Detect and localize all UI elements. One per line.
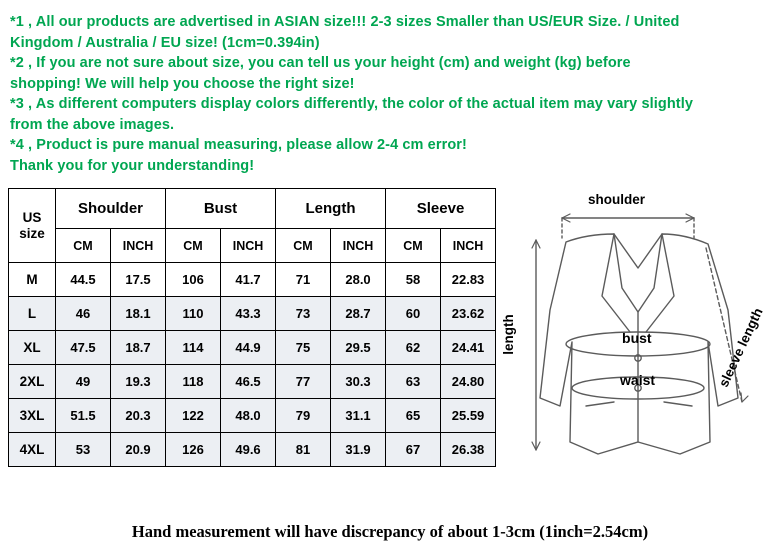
table-cell: 48.0	[221, 399, 276, 433]
table-cell: 20.3	[111, 399, 166, 433]
unit-cell: CM	[276, 229, 331, 263]
diagram-label-bust: bust	[622, 330, 652, 346]
table-cell: 18.7	[111, 331, 166, 365]
table-cell: 26.38	[441, 433, 496, 467]
table-row	[9, 263, 496, 297]
table-cell: 46.5	[221, 365, 276, 399]
row-size-label: 4XL	[9, 433, 56, 467]
table-cell: 67	[386, 433, 441, 467]
table-cell: 44.5	[56, 263, 111, 297]
table-cell: 65	[386, 399, 441, 433]
table-cell: 63	[386, 365, 441, 399]
table-cell: 20.9	[111, 433, 166, 467]
measurement-diagram	[502, 192, 774, 482]
row-size-label: M	[9, 263, 56, 297]
diagram-label-waist: waist	[620, 372, 656, 388]
row-size-label: 2XL	[9, 365, 56, 399]
table-cell: 30.3	[331, 365, 386, 399]
note-line: *2 , If you are not sure about size, you can tell us your height (cm) and weight (kg) before	[10, 55, 631, 71]
table-cell: 31.1	[331, 399, 386, 433]
table-cell: 31.9	[331, 433, 386, 467]
table-cell: 75	[276, 331, 331, 365]
diagram-label-shoulder: shoulder	[588, 192, 646, 207]
table-cell: 77	[276, 365, 331, 399]
table-cell: 126	[166, 433, 221, 467]
table-cell: 41.7	[221, 263, 276, 297]
table-cell: 71	[276, 263, 331, 297]
table-cell: 79	[276, 399, 331, 433]
table-cell: 114	[166, 331, 221, 365]
notes-block	[0, 0, 780, 182]
note-line: Kingdom / Australia / EU size! (1cm=0.394in)	[10, 34, 320, 51]
chart-and-diagram	[0, 188, 780, 482]
table-cell: 28.0	[331, 263, 386, 297]
diagram-label-length: length	[500, 314, 516, 355]
table-cell: 18.1	[111, 297, 166, 331]
table-header-row	[9, 189, 496, 229]
table-cell: 46	[56, 297, 111, 331]
size-table	[8, 188, 496, 467]
table-cell: 25.59	[441, 399, 496, 433]
table-cell: 23.62	[441, 297, 496, 331]
note-line: *4 , Product is pure manual measuring, please allow 2-4 cm error!	[10, 137, 467, 153]
table-cell: 44.9	[221, 331, 276, 365]
table-cell: 43.3	[221, 297, 276, 331]
table-row	[9, 297, 496, 331]
unit-cell: INCH	[331, 229, 386, 263]
table-cell: 47.5	[56, 331, 111, 365]
unit-cell: INCH	[221, 229, 276, 263]
table-cell: 29.5	[331, 331, 386, 365]
table-cell: 24.41	[441, 331, 496, 365]
table-cell: 49	[56, 365, 111, 399]
table-row	[9, 399, 496, 433]
table-cell: 62	[386, 331, 441, 365]
table-cell: 19.3	[111, 365, 166, 399]
table-row	[9, 365, 496, 399]
table-row	[9, 433, 496, 467]
header-group-sleeve: Sleeve	[386, 189, 496, 229]
note-line: Thank you for your understanding!	[10, 157, 255, 174]
table-cell: 24.80	[441, 365, 496, 399]
header-us-size: US size	[9, 189, 56, 263]
table-cell: 106	[166, 263, 221, 297]
table-cell: 49.6	[221, 433, 276, 467]
table-cell: 60	[386, 297, 441, 331]
table-cell: 28.7	[331, 297, 386, 331]
table-row	[9, 331, 496, 365]
table-unit-row	[9, 229, 496, 263]
footer-note: Hand measurement will have discrepancy of about 1-3cm (1inch=2.54cm)	[131, 522, 649, 541]
table-cell: 58	[386, 263, 441, 297]
note-line: *3 , As different computers display colors differently, the color of the actual item may vary slightly	[10, 96, 694, 112]
row-size-label: 3XL	[9, 399, 56, 433]
unit-cell: INCH	[111, 229, 166, 263]
table-cell: 81	[276, 433, 331, 467]
table-cell: 110	[166, 297, 221, 331]
table-cell: 51.5	[56, 399, 111, 433]
note-line: shopping! We will help you choose the right size!	[10, 75, 355, 92]
unit-cell: INCH	[441, 229, 496, 263]
table-cell: 118	[166, 365, 221, 399]
table-cell: 122	[166, 399, 221, 433]
table-cell: 73	[276, 297, 331, 331]
header-group-bust: Bust	[166, 189, 276, 229]
header-group-shoulder: Shoulder	[56, 189, 166, 229]
diagram-label-sleeve-length: sleeve length	[715, 305, 766, 390]
table-cell: 22.83	[441, 263, 496, 297]
row-size-label: XL	[9, 331, 56, 365]
row-size-label: L	[9, 297, 56, 331]
unit-cell: CM	[166, 229, 221, 263]
header-group-length: Length	[276, 189, 386, 229]
table-cell: 53	[56, 433, 111, 467]
note-line: from the above images.	[10, 116, 175, 133]
table-cell: 17.5	[111, 263, 166, 297]
unit-cell: CM	[386, 229, 441, 263]
note-line: *1 , All our products are advertised in ASIAN size!!! 2-3 sizes Smaller than US/EUR Size. / United	[10, 14, 680, 30]
unit-cell: CM	[56, 229, 111, 263]
